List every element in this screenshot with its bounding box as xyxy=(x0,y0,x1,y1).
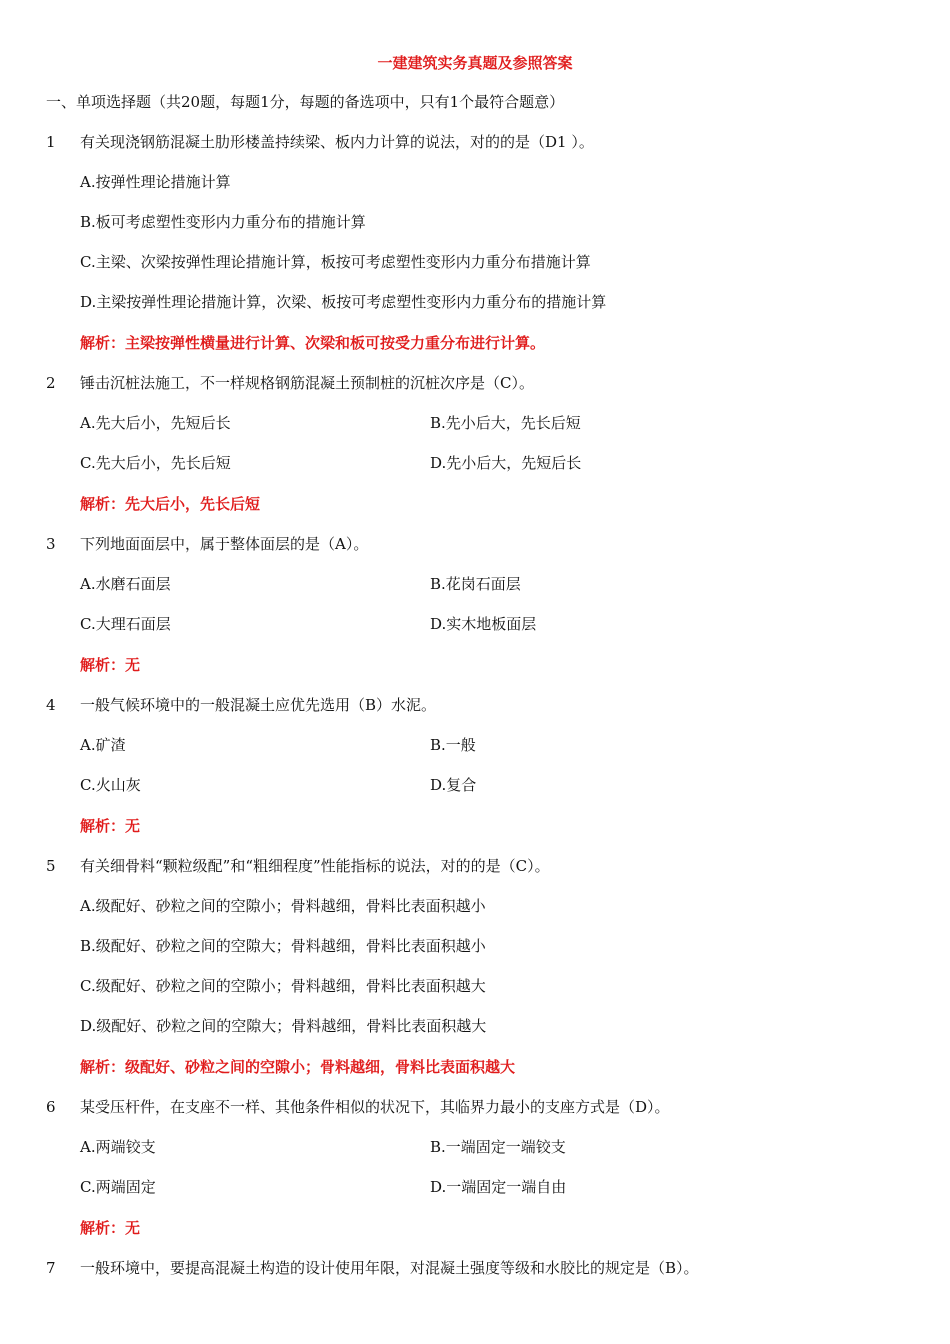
option-d: D.一端固定一端自由 xyxy=(430,1178,567,1196)
analysis-text: 解析：无 xyxy=(80,1219,141,1237)
option-a: A.按弹性理论措施计算 xyxy=(80,173,231,191)
option-c: C.先大后小，先长后短 xyxy=(80,454,231,472)
question-number: 2 xyxy=(46,374,56,392)
question-number: 7 xyxy=(46,1259,56,1277)
question-text: 有关现浇钢筋混凝土肋形楼盖持续梁、板内力计算的说法，对的的是（D1 ）。 xyxy=(80,133,594,151)
option-c: C.火山灰 xyxy=(80,776,141,794)
option-d: D.先小后大，先短后长 xyxy=(430,454,582,472)
question-number: 5 xyxy=(46,857,56,875)
question-number: 4 xyxy=(46,696,56,714)
analysis-text: 解析：无 xyxy=(80,817,141,835)
option-a: A.级配好、砂粒之间的空隙小；骨料越细，骨料比表面积越小 xyxy=(80,897,486,915)
option-a: A.水磨石面层 xyxy=(80,575,171,593)
option-a: A.矿渣 xyxy=(80,736,126,754)
question-text: 下列地面面层中，属于整体面层的是（A）。 xyxy=(80,535,369,553)
option-b: B.一端固定一端铰支 xyxy=(430,1138,566,1156)
option-d: D.复合 xyxy=(430,776,477,794)
question-number: 1 xyxy=(46,133,56,151)
question-text: 锤击沉桩法施工，不一样规格钢筋混凝土预制桩的沉桩次序是（C）。 xyxy=(80,374,534,392)
option-b: B.板可考虑塑性变形内力重分布的措施计算 xyxy=(80,213,366,231)
option-a: A.先大后小，先短后长 xyxy=(80,414,231,432)
analysis-text: 解析：级配好、砂粒之间的空隙小；骨料越细，骨料比表面积越大 xyxy=(80,1058,516,1076)
question-text: 有关细骨料“颗粒级配”和“粗细程度”性能指标的说法，对的的是（C）。 xyxy=(80,857,550,875)
option-c: C.主梁、次梁按弹性理论措施计算，板按可考虑塑性变形内力重分布措施计算 xyxy=(80,253,591,271)
analysis-text: 解析：主梁按弹性横量进行计算、次梁和板可按受力重分布进行计算。 xyxy=(80,334,546,352)
option-d: D.级配好、砂粒之间的空隙大；骨料越细，骨料比表面积越大 xyxy=(80,1017,487,1035)
option-c: C.大理石面层 xyxy=(80,615,171,633)
document-title: 一建建筑实务真题及参照答案 xyxy=(377,54,573,72)
option-d: D.主梁按弹性理论措施计算，次梁、板按可考虑塑性变形内力重分布的措施计算 xyxy=(80,293,607,311)
question-text: 一般环境中，要提高混凝土构造的设计使用年限，对混凝土强度等级和水胶比的规定是（B）。 xyxy=(80,1259,699,1277)
question-text: 某受压杆件，在支座不一样、其他条件相似的状况下，其临界力最小的支座方式是（D）。 xyxy=(80,1098,670,1116)
question-number: 6 xyxy=(46,1098,56,1116)
option-c: C.两端固定 xyxy=(80,1178,156,1196)
option-b: B.先小后大，先长后短 xyxy=(430,414,581,432)
question-text: 一般气候环境中的一般混凝土应优先选用（B）水泥。 xyxy=(80,696,437,714)
question-number: 3 xyxy=(46,535,56,553)
option-b: B.一般 xyxy=(430,736,476,754)
section-heading: 一、单项选择题（共20题，每题1分，每题的备选项中，只有1个最符合题意） xyxy=(46,93,565,111)
option-b: B.花岗石面层 xyxy=(430,575,521,593)
analysis-text: 解析：无 xyxy=(80,656,141,674)
option-a: A.两端铰支 xyxy=(80,1138,156,1156)
analysis-text: 解析：先大后小，先长后短 xyxy=(80,495,261,513)
option-d: D.实木地板面层 xyxy=(430,615,537,633)
option-c: C.级配好、砂粒之间的空隙小；骨料越细，骨料比表面积越大 xyxy=(80,977,486,995)
option-b: B.级配好、砂粒之间的空隙大；骨料越细，骨料比表面积越小 xyxy=(80,937,486,955)
